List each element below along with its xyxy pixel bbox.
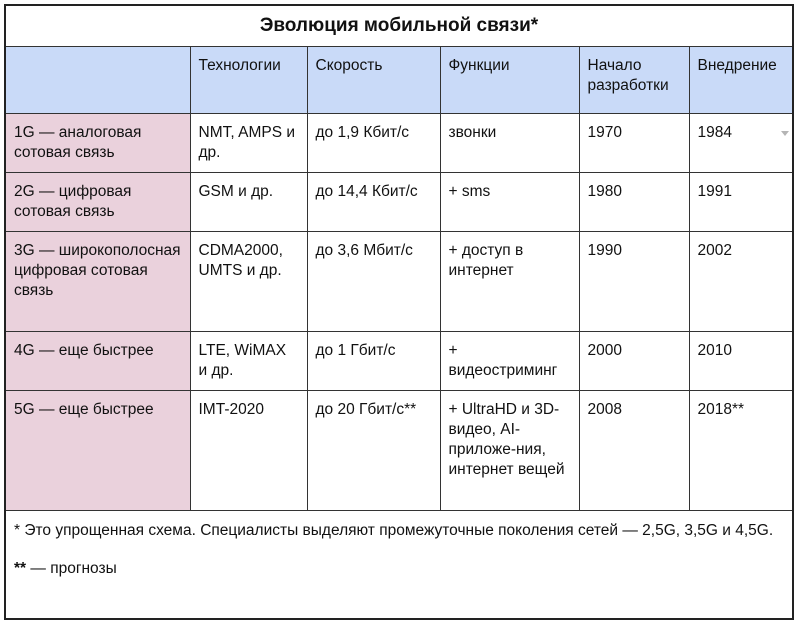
mobile-evolution-table <box>6 47 792 511</box>
tech-cell: CDMA2000, UMTS и др. <box>190 231 307 331</box>
footnote-simplified-scheme: * Это упрощенная схема. Специалисты выделяют промежуточные поколения сетей — 2,5G, 3,5G и 4,5G. <box>14 521 774 539</box>
functions-cell: + sms <box>440 172 579 231</box>
dev-start-cell: 1990 <box>579 231 689 331</box>
speed-cell: до 1 Гбит/с <box>307 331 440 390</box>
tech-cell: GSM и др. <box>190 172 307 231</box>
header-row <box>6 47 792 113</box>
dev-start-cell: 1980 <box>579 172 689 231</box>
header-cell-speed: Скорость <box>307 47 440 113</box>
header-cell-technologies: Технологии <box>190 47 307 113</box>
header-cell-generation <box>6 47 190 113</box>
table-row <box>6 172 792 231</box>
dev-start-cell: 2000 <box>579 331 689 390</box>
speed-cell: до 3,6 Мбит/с <box>307 231 440 331</box>
speed-cell: до 14,4 Кбит/с <box>307 172 440 231</box>
footnote-marker: ** <box>14 559 27 577</box>
speed-cell: до 20 Гбит/с** <box>307 390 440 510</box>
generation-cell: 1G — аналоговая сотовая связь <box>6 113 190 172</box>
functions-cell: + видеостриминг <box>440 331 579 390</box>
cell-dropdown-marker-icon <box>781 131 789 136</box>
footnote-forecasts-text: — прогнозы <box>26 559 117 577</box>
table-frame <box>4 4 794 620</box>
generation-cell: 3G — широкополосная цифровая сотовая связь <box>6 231 190 331</box>
generation-cell: 4G — еще быстрее <box>6 331 190 390</box>
functions-cell: + UltraHD и 3D-видео, AI-приложе-ния, интернет вещей <box>440 390 579 510</box>
generation-cell: 2G — цифровая сотовая связь <box>6 172 190 231</box>
header-cell-dev-start: Начало разработки <box>579 47 689 113</box>
footnotes <box>6 511 792 579</box>
deployment-cell: 1984 <box>689 113 792 172</box>
header-cell-functions: Функции <box>440 47 579 113</box>
functions-cell: звонки <box>440 113 579 172</box>
speed-cell: до 1,9 Кбит/с <box>307 113 440 172</box>
table-row <box>6 231 792 331</box>
table-title: Эволюция мобильной связи* <box>6 6 792 47</box>
table-row <box>6 331 792 390</box>
tech-cell: NMT, AMPS и др. <box>190 113 307 172</box>
table-row <box>6 390 792 510</box>
tech-cell: LTE, WiMAX и др. <box>190 331 307 390</box>
deployment-cell: 1991 <box>689 172 792 231</box>
footnote-forecasts <box>14 559 784 579</box>
deployment-cell: 2002 <box>689 231 792 331</box>
deployment-cell: 2018** <box>689 390 792 510</box>
table-row <box>6 113 792 172</box>
dev-start-cell: 1970 <box>579 113 689 172</box>
header-cell-deployment: Внедрение <box>689 47 792 113</box>
deployment-cell: 2010 <box>689 331 792 390</box>
dev-start-cell: 2008 <box>579 390 689 510</box>
generation-cell: 5G — еще быстрее <box>6 390 190 510</box>
functions-cell: + доступ в интернет <box>440 231 579 331</box>
tech-cell: IMT-2020 <box>190 390 307 510</box>
